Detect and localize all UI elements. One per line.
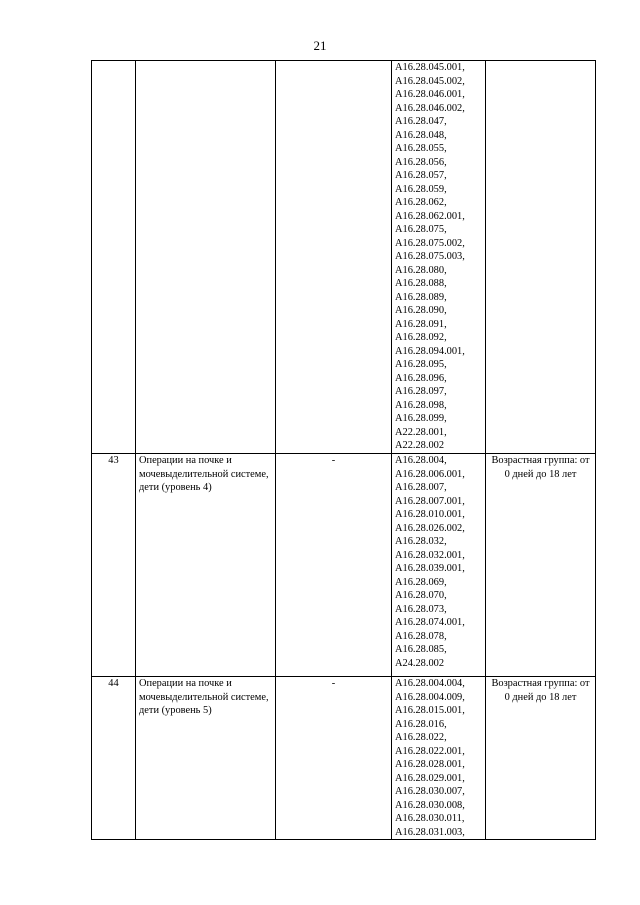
service-code: A16.28.007.001, xyxy=(395,495,465,507)
row-mkb: - xyxy=(276,454,392,677)
service-code: A16.28.032, xyxy=(395,536,447,547)
service-code: A16.28.004, xyxy=(395,455,447,466)
service-code: A16.28.030.011, xyxy=(395,813,465,824)
service-code: A16.28.004.004, xyxy=(395,678,465,689)
service-code: A16.28.078, xyxy=(395,630,447,642)
service-code: A16.28.056, xyxy=(395,156,447,168)
row-condition: Возрастная группа: от 0 дней до 18 лет xyxy=(486,454,596,677)
row-number: 44 xyxy=(92,677,136,840)
row-number xyxy=(92,61,136,454)
row-name: Операции на почке и мочевыделительной системе, дети (уровень 4) xyxy=(136,454,276,677)
row-name xyxy=(136,61,276,454)
service-code: A16.28.031.003, xyxy=(395,826,465,838)
service-code: A16.28.094.001, xyxy=(395,345,465,357)
service-code: A24.28.002 xyxy=(395,657,445,669)
row-codes xyxy=(392,677,486,840)
row-condition xyxy=(486,61,596,454)
table-row xyxy=(92,61,596,454)
service-code: A16.28.088, xyxy=(395,278,447,289)
service-code: A16.28.006.001, xyxy=(395,468,465,480)
service-code: A16.28.062.001, xyxy=(395,210,465,222)
service-code: A16.28.069, xyxy=(395,576,447,588)
service-code: A16.28.046.001, xyxy=(395,89,465,100)
service-code: A16.28.045.001, xyxy=(395,62,465,73)
service-code: A22.28.002 xyxy=(395,440,445,451)
table-row xyxy=(92,454,596,677)
service-code: A16.28.004.009, xyxy=(395,691,465,703)
ksg-table xyxy=(91,60,596,840)
service-code: A16.28.074.001, xyxy=(395,617,465,628)
row-codes xyxy=(392,454,486,677)
service-code: A22.28.001, xyxy=(395,426,447,438)
service-code: A16.28.029.001, xyxy=(395,772,465,784)
service-code: A16.28.059, xyxy=(395,183,447,195)
service-code: A16.28.022, xyxy=(395,732,447,743)
service-code: A16.28.010.001, xyxy=(395,509,465,520)
service-code: A16.28.097, xyxy=(395,386,447,397)
service-code: A16.28.016, xyxy=(395,718,447,730)
row-number: 43 xyxy=(92,454,136,677)
service-code: A16.28.096, xyxy=(395,372,447,384)
page-number: 21 xyxy=(313,38,327,53)
service-code: A16.28.085, xyxy=(395,644,447,655)
service-code: A16.28.092, xyxy=(395,332,447,343)
service-code: A16.28.030.008, xyxy=(395,799,465,811)
service-code: A16.28.089, xyxy=(395,291,447,303)
service-code: A16.28.032.001, xyxy=(395,549,465,561)
row-mkb: - xyxy=(276,677,392,840)
service-code: A16.28.090, xyxy=(395,305,447,316)
service-code: A16.28.095, xyxy=(395,359,447,370)
row-name: Операции на почке и мочевыделительной системе, дети (уровень 5) xyxy=(136,677,276,840)
service-code: A16.28.047, xyxy=(395,116,447,127)
service-code: A16.28.039.001, xyxy=(395,563,465,574)
service-code: A16.28.022.001, xyxy=(395,745,465,757)
service-code: A16.28.048, xyxy=(395,129,447,141)
service-code: A16.28.015.001, xyxy=(395,705,465,716)
service-code: A16.28.007, xyxy=(395,482,447,493)
row-mkb xyxy=(276,61,392,454)
service-code: A16.28.073, xyxy=(395,603,447,615)
row-condition: Возрастная группа: от 0 дней до 18 лет xyxy=(486,677,596,840)
service-code: A16.28.057, xyxy=(395,170,447,181)
service-code: A16.28.098, xyxy=(395,399,447,411)
service-code: A16.28.026.002, xyxy=(395,522,465,534)
service-code: A16.28.075.002, xyxy=(395,237,465,249)
service-code: A16.28.080, xyxy=(395,264,447,276)
service-code: A16.28.028.001, xyxy=(395,759,465,770)
service-code: A16.28.075.003, xyxy=(395,251,465,262)
service-code: A16.28.070, xyxy=(395,590,447,601)
row-codes xyxy=(392,61,486,454)
service-code: A16.28.099, xyxy=(395,413,447,424)
service-code: A16.28.045.002, xyxy=(395,75,465,87)
service-code: A16.28.062, xyxy=(395,197,447,208)
service-code: A16.28.075, xyxy=(395,224,447,235)
service-code: A16.28.055, xyxy=(395,143,447,154)
service-code: A16.28.030.007, xyxy=(395,786,465,797)
service-code: A16.28.046.002, xyxy=(395,102,465,114)
service-code: A16.28.091, xyxy=(395,318,447,330)
table-row xyxy=(92,677,596,840)
